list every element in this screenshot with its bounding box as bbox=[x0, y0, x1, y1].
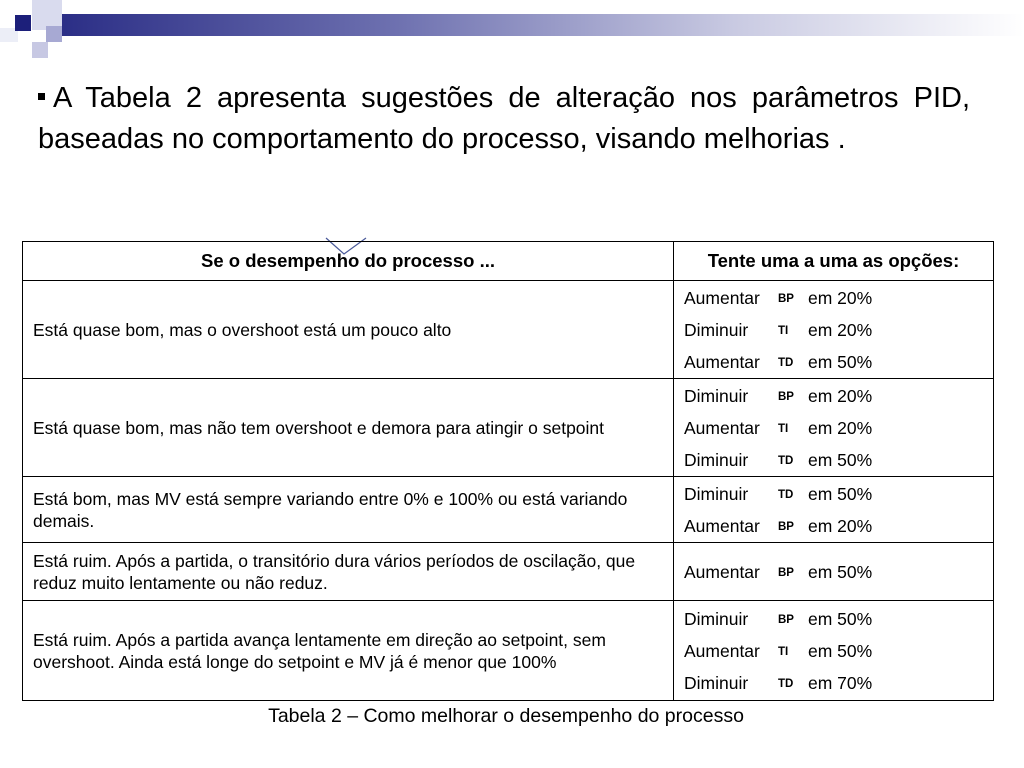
table-row bbox=[23, 543, 994, 601]
header-options: Tente uma a uma as opções: bbox=[674, 242, 994, 281]
bullet-paragraph bbox=[38, 78, 970, 160]
option-parameter: BP bbox=[778, 566, 794, 579]
condition-cell: Está bom, mas MV está sempre variando entre 0% e 100% ou está variando demais. bbox=[23, 477, 674, 543]
option-percentage: em 70% bbox=[808, 672, 873, 693]
table-header-row bbox=[23, 242, 994, 281]
option-parameter: BP bbox=[778, 613, 794, 626]
option-parameter: TI bbox=[778, 422, 789, 435]
condition-cell: Está quase bom, mas não tem overshoot e demora para atingir o setpoint bbox=[23, 379, 674, 477]
option-parameter: TD bbox=[778, 488, 794, 501]
pid-table bbox=[22, 241, 994, 701]
decor-square bbox=[32, 42, 48, 58]
option-line bbox=[684, 635, 983, 667]
option-percentage: em 50% bbox=[808, 351, 873, 372]
option-parameter: TI bbox=[778, 324, 789, 337]
option-verb: Aumentar bbox=[684, 515, 760, 536]
option-verb: Aumentar bbox=[684, 561, 760, 582]
option-verb: Diminuir bbox=[684, 449, 749, 470]
option-percentage: em 50% bbox=[808, 449, 873, 470]
condition-cell: Está quase bom, mas o overshoot está um pouco alto bbox=[23, 281, 674, 379]
option-verb: Diminuir bbox=[684, 319, 749, 340]
option-line bbox=[684, 556, 983, 588]
option-line bbox=[684, 380, 983, 412]
options-cell bbox=[674, 601, 994, 701]
option-verb: Diminuir bbox=[684, 385, 749, 406]
option-percentage: em 20% bbox=[808, 319, 873, 340]
option-verb: Diminuir bbox=[684, 608, 749, 629]
option-parameter: BP bbox=[778, 390, 794, 403]
decor-square bbox=[46, 26, 62, 42]
options-cell bbox=[674, 543, 994, 601]
table-caption: Tabela 2 – Como melhorar o desempenho do processo bbox=[268, 705, 744, 727]
option-percentage: em 20% bbox=[808, 417, 873, 438]
options-cell bbox=[674, 281, 994, 379]
option-verb: Diminuir bbox=[684, 483, 749, 504]
option-line bbox=[684, 314, 983, 346]
option-percentage: em 50% bbox=[808, 561, 873, 582]
option-parameter: BP bbox=[778, 520, 794, 533]
option-line bbox=[684, 346, 983, 378]
option-verb: Aumentar bbox=[684, 417, 760, 438]
option-parameter: TD bbox=[778, 677, 794, 690]
option-percentage: em 50% bbox=[808, 608, 873, 629]
condition-cell: Está ruim. Após a partida, o transitório dura vários períodos de oscilação, que reduz muito lentamente ou não reduz. bbox=[23, 543, 674, 601]
option-percentage: em 50% bbox=[808, 640, 873, 661]
option-parameter: TI bbox=[778, 645, 789, 658]
option-percentage: em 20% bbox=[808, 385, 873, 406]
bullet-text: A Tabela 2 apresenta sugestões de alteração nos parâmetros PID, baseadas no comportamento do processo, visando melhorias . bbox=[38, 82, 970, 155]
option-line bbox=[684, 444, 983, 476]
table-row bbox=[23, 477, 994, 543]
option-verb: Diminuir bbox=[684, 672, 749, 693]
header-gradient-bar bbox=[60, 14, 1024, 36]
options-cell bbox=[674, 477, 994, 543]
option-parameter: BP bbox=[778, 292, 794, 305]
table-row bbox=[23, 379, 994, 477]
options-cell bbox=[674, 379, 994, 477]
option-line bbox=[684, 510, 983, 542]
bullet-icon bbox=[38, 93, 45, 100]
table-row bbox=[23, 601, 994, 701]
condition-cell: Está ruim. Após a partida avança lentamente em direção ao setpoint, sem overshoot. Ainda está longe do setpoint e MV já é menor que 100% bbox=[23, 601, 674, 701]
table-row bbox=[23, 281, 994, 379]
option-percentage: em 20% bbox=[808, 515, 873, 536]
option-line bbox=[684, 412, 983, 444]
decor-square bbox=[15, 15, 31, 31]
option-verb: Aumentar bbox=[684, 351, 760, 372]
option-percentage: em 20% bbox=[808, 287, 873, 308]
option-line bbox=[684, 478, 983, 510]
header-condition: Se o desempenho do processo ... bbox=[23, 242, 674, 281]
option-line bbox=[684, 603, 983, 635]
option-percentage: em 50% bbox=[808, 483, 873, 504]
option-line bbox=[684, 282, 983, 314]
option-verb: Aumentar bbox=[684, 640, 760, 661]
option-parameter: TD bbox=[778, 454, 794, 467]
option-line bbox=[684, 667, 983, 699]
option-parameter: TD bbox=[778, 356, 794, 369]
option-verb: Aumentar bbox=[684, 287, 760, 308]
